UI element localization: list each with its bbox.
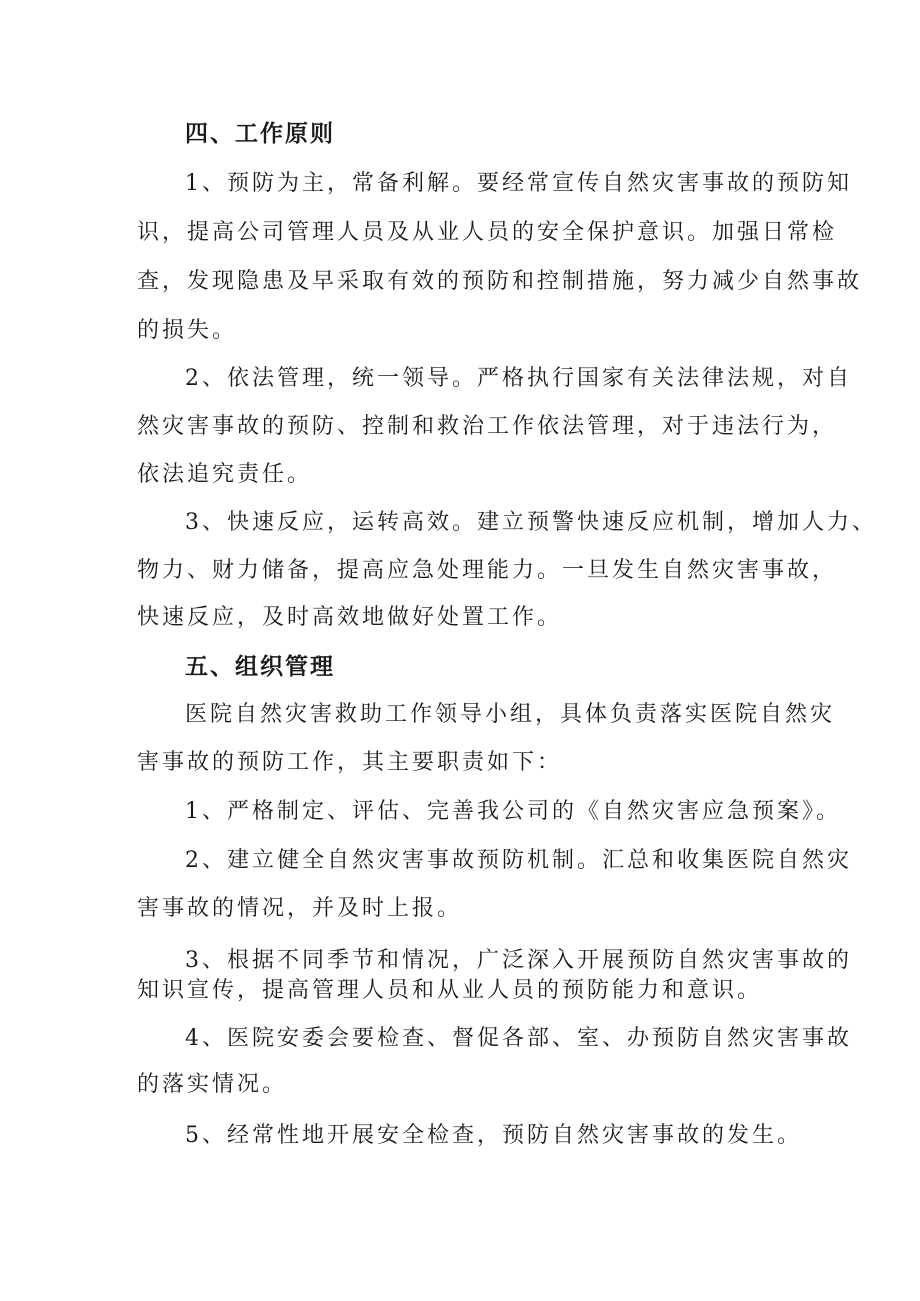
paragraph-line: 物力、财力储备，提高应急处理能力。一旦发生自然灾害事故， [137,558,838,583]
section-heading-organization: 五、组织管理 [185,654,335,680]
paragraph-line: 3、根据不同季节和情况，广泛深入开展预防自然灾害事故的 [185,948,852,973]
paragraph-line: 快速反应，及时高效地做好处置工作。 [137,605,563,630]
paragraph-line: 2、建立健全自然灾害事故预防机制。汇总和收集医院自然灾 [185,848,852,873]
paragraph-line: 依法追究责任。 [137,462,313,487]
paragraph-line: 害事故的情况，并及时上报。 [137,896,463,921]
paragraph-line: 4、医院安委会要检查、督促各部、室、办预防自然灾害事故 [185,1026,852,1051]
paragraph-line: 知识宣传，提高管理人员和从业人员的预防能力和意识。 [137,978,763,1003]
paragraph-line: 5、经常性地开展安全检查，预防自然灾害事故的发生。 [185,1123,802,1148]
paragraph-line: 的损失。 [137,318,238,343]
paragraph-line: 然灾害事故的预防、控制和救治工作依法管理，对于违法行为， [137,414,838,439]
paragraph-line: 的落实情况。 [137,1072,288,1097]
paragraph-line: 识，提高公司管理人员及从业人员的安全保护意识。加强日常检 [137,220,838,245]
paragraph-line: 1、预防为主，常备利解。要经常宣传自然灾害事故的预防知 [185,171,852,196]
paragraph-line: 害事故的预防工作，其主要职责如下： [137,750,563,775]
paragraph-line: 医院自然灾害救助工作领导小组，具体负责落实医院自然灾 [185,702,836,727]
paragraph-line: 查，发现隐患及早采取有效的预防和控制措施，努力减少自然事故 [137,269,863,294]
paragraph-line: 1、严格制定、评估、完善我公司的《自然灾害应急预案》。 [185,799,841,824]
paragraph-line: 2、依法管理，统一领导。严格执行国家有关法律法规，对自 [185,366,852,391]
section-heading-work-principles: 四、工作原则 [185,121,335,147]
paragraph-line: 3、快速反应，运转高效。建立预警快速反应机制，增加人力、 [185,510,877,535]
